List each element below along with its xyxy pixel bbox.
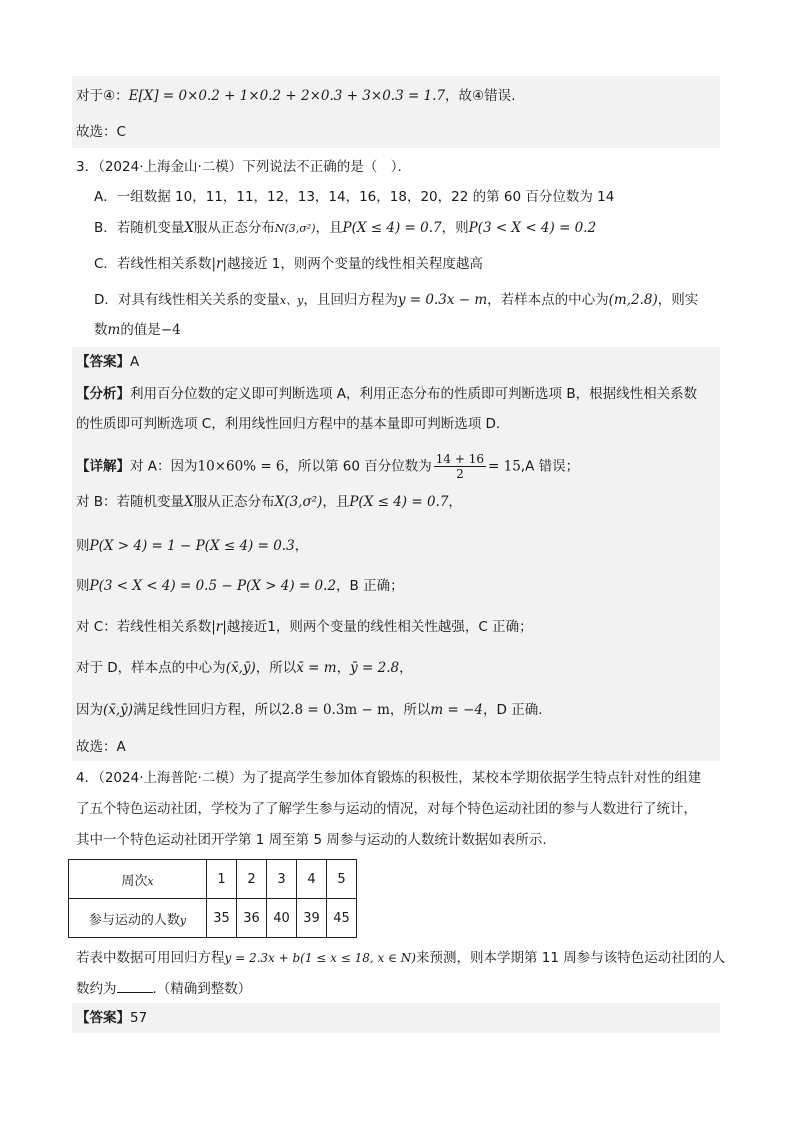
q4-regression-cont: 数约为 .（精确到整数） [76,978,251,999]
fraction: $\frac{14 + 16}{2}$ [435,452,485,481]
q3-detail-c: 对 C：若线性相关系数|r|越接近1，则两个变量的线性相关性越强，C 正确； [76,619,533,635]
q3-detail-b: 对 B：若随机变量X服从正态分布X(3,σ²)，且P(X ≤ 4) = 0.7， [76,494,462,510]
q4-stem-3: 其中一个特色运动社团开学第 1 周至第 5 周参与运动的人数统计数据如表所示. [76,832,547,848]
table-header-count: 参与运动的人数y [69,899,207,938]
q3-detail-b2: 则P(X > 4) = 1 − P(X ≤ 4) = 0.3， [76,538,309,554]
q3-option-d-cont: 数m的值是−4 [94,322,181,338]
table-cell: 35 [207,899,237,938]
solution-block-q4 [72,1003,720,1033]
q3-analysis-cont: 的性质即可判断选项 C，利用线性回归方程中的基本量即可判断选项 D. [76,416,501,432]
table-header-week: 周次x [69,860,207,899]
q4-stem-2: 了五个特色运动社团，学校为了了解学生参与运动的情况，对每个特色运动社团的参与人数进行了统计， [76,801,697,817]
q3-detail-d: 对于 D，样本点的中心为(x̄,ȳ)，所以x̄ = m，ȳ = 2.8， [76,660,413,676]
q4-stem-1: 4．（2024·上海普陀·二模）为了提高学生参加体育锻炼的积极性，某校本学期依据学生特点针对性的组建 [76,770,702,786]
q3-option-c: C．若线性相关系数|r|越接近 1，则两个变量的线性相关程度越高 [94,256,483,272]
table-cell: 2 [237,860,267,899]
q3-option-b: B．若随机变量X服从正态分布N(3,σ²)，且P(X ≤ 4) = 0.7，则P(3 < X < 4) = 0.2 [94,220,597,236]
table-cell: 39 [297,899,327,938]
q3-detail-d2: 因为(x̄,ȳ)满足线性回归方程，所以2.8 = 0.3m − m，所以m = −4，D 正确. [76,702,543,718]
q3-answer: 【答案】A [76,354,140,370]
q4-regression-line: 若表中数据可用回归方程y = 2.3x + b(1 ≤ x ≤ 18, x ∈ N)来预测，则本学期第 11 周参与该特色运动社团的人 [76,950,726,966]
q3-detail-b3: 则P(3 < X < 4) = 0.5 − P(X > 4) = 0.2，B 正确； [76,578,404,594]
q3-choose: 故选：A [76,739,126,755]
table-cell: 5 [327,860,357,899]
prev-solution-line: 对于④：E[X] = 0×0.2 + 1×0.2 + 2×0.3 + 3×0.3 = 1.7，故④错误. [76,88,516,104]
q3-option-a: A．一组数据 10，11，11，12，13，14，16，18，20，22 的第 60 百分位数为 14 [94,189,615,205]
q3-stem: 3．（2024·上海金山·二模）下列说法不正确的是（ ）． [76,159,412,175]
answer-blank [117,978,153,993]
weekly-participation-table [68,859,357,938]
prev-choose-line: 故选：C [76,124,126,140]
q4-answer: 【答案】57 [76,1010,148,1026]
table-cell: 1 [207,860,237,899]
table-cell: 36 [237,899,267,938]
q3-analysis: 【分析】利用百分位数的定义即可判断选项 A，利用正态分布的性质即可判断选项 B，根据线性相关系数 [76,386,698,402]
table-cell: 40 [267,899,297,938]
table-row-weeks [69,860,357,899]
table-cell: 4 [297,860,327,899]
q3-option-d: D．对具有线性相关关系的变量x、y，且回归方程为y = 0.3x − m，若样本点的中心为(m,2.8)，则实 [94,292,699,308]
q3-detail-a: 【详解】对 A：因为10×60% = 6，所以第 60 百分位数为 $\frac{14 + 16}{2}$ = 15,A 错误； [76,452,580,481]
table-cell: 45 [327,899,357,938]
table-row-counts [69,899,357,938]
table-cell: 3 [267,860,297,899]
